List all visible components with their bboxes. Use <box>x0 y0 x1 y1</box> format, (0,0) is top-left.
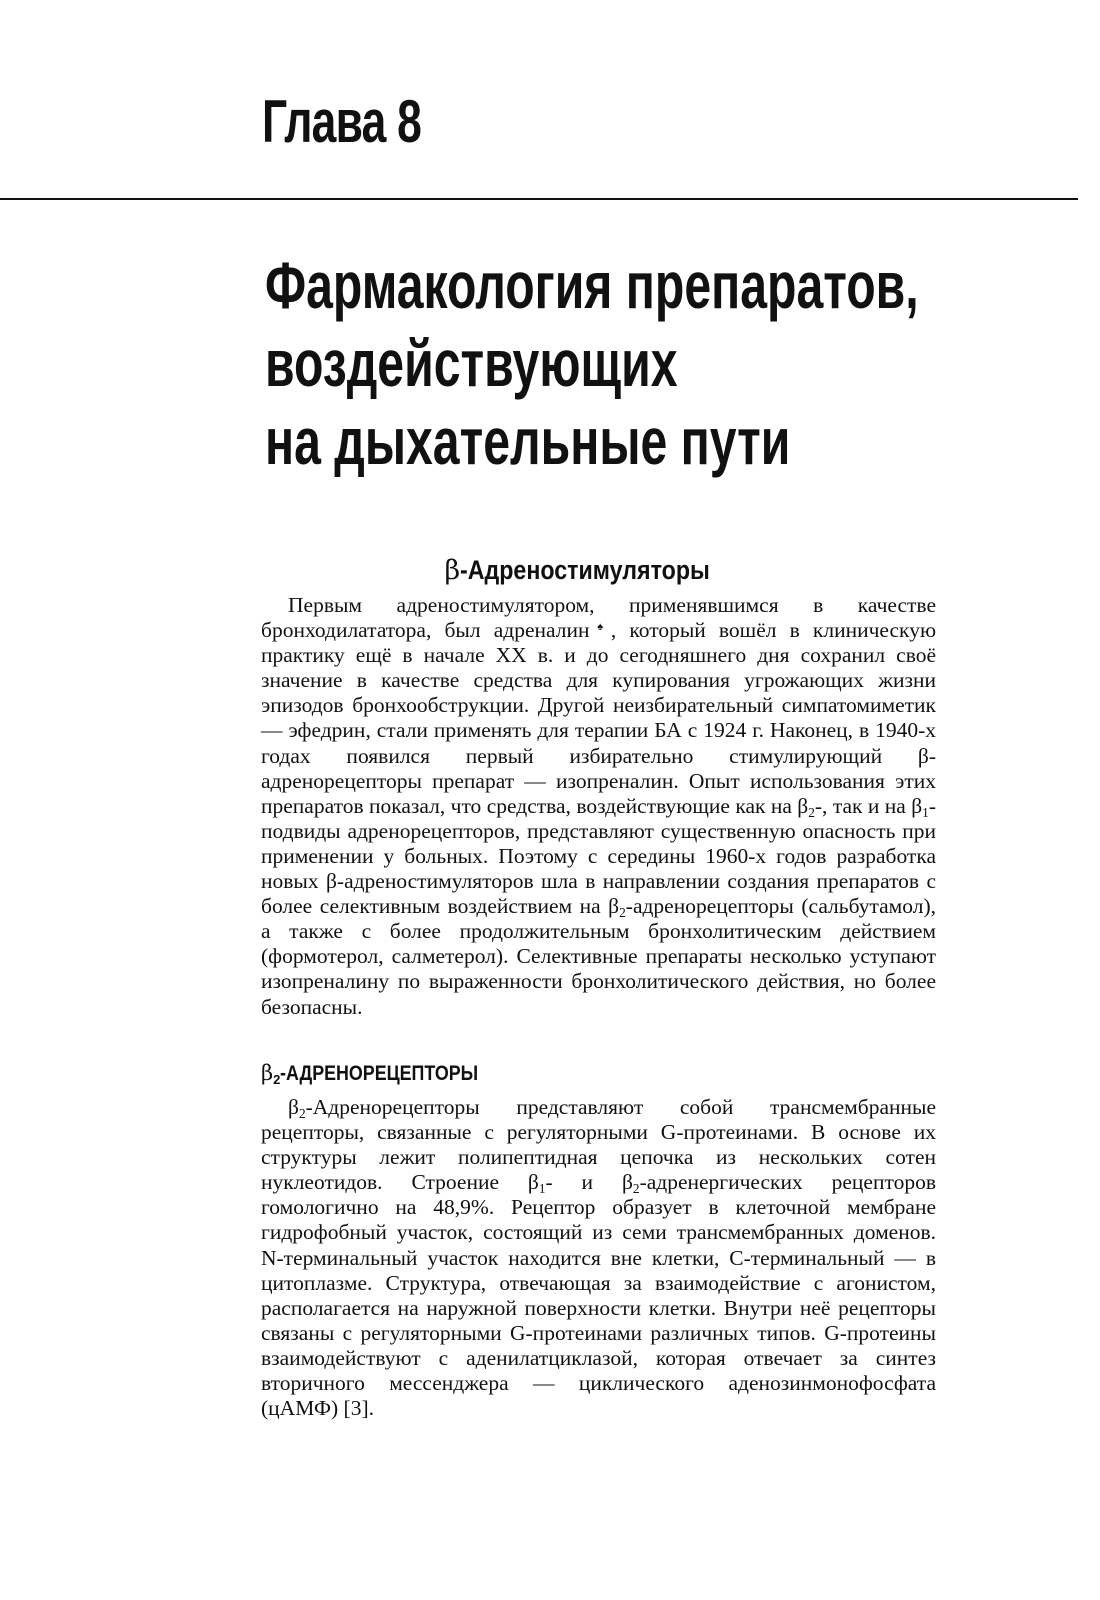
paragraph-1-text-4: -подвиды адренорецепторов, представляют существенную опасность при применении у больных. Поэтому с середины 1960-х годов разработка новых β-адреностимуляторов шла в направлении создания препаратов с более селективным воздействием на β <box>261 793 936 919</box>
paragraph-1-text-3: -, так и на β <box>814 793 923 818</box>
subsection-heading-text: -АДРЕНОРЕЦЕПТОРЫ <box>280 1062 479 1085</box>
chapter-title <box>265 246 919 480</box>
chapter-label: Глава 8 <box>262 88 422 155</box>
paragraph-2-subscript-3: 2 <box>632 1181 640 1197</box>
subsection-heading-subscript: 2 <box>273 1072 281 1087</box>
paragraph-1-subscript-1: 2 <box>808 804 815 820</box>
paragraph-2-text-2: -Адренорецепторы представляют собой трансмембранные рецепторы, связанные с регуляторными G-протеинами. В основе их структуры лежит полипептидная цепочка из нескольких сотен нуклеотидов. Строение β <box>261 1095 936 1195</box>
chapter-title-line-1: Фармакология препаратов, <box>265 248 919 322</box>
paragraph-1-subscript-2: 1 <box>922 804 929 820</box>
paragraph-2-subscript-1: 2 <box>298 1106 306 1121</box>
paragraph-1-subscript-3: 2 <box>619 905 626 921</box>
chapter-divider <box>0 198 1078 200</box>
subsection-heading <box>261 1059 513 1088</box>
section-heading <box>260 553 935 588</box>
paragraph-beta2-receptors <box>261 1095 936 1421</box>
paragraph-1-text-5: -адренорецепторы (сальбутамол), а также с более продолжительным бронхолитическим действием (формотерол, салметерол). Селективные препараты несколько уступают изопреналину по выраженности бронхолитического действия, но более безопасны. <box>261 894 936 1019</box>
paragraph-2-text-3: - и β <box>545 1170 633 1195</box>
paragraph-adrenostimulators <box>261 593 936 1020</box>
section-heading-text: -Адреностимуляторы <box>460 555 710 585</box>
paragraph-1-text-1: Первым адреностимулятором, применявшимся в качестве бронходилататора, был адреналин <box>261 593 936 643</box>
section-heading-symbol: β <box>444 555 461 586</box>
paragraph-2-text-4: -адренергических рецепторов гомологично на 48,9%. Рецептор образует в клеточной мембране гидрофобный участок, состоящий из семи трансмембранных доменов. N-терминальный участок находится вне клетки, С-терминальный — в цитоплазме. Структура, отвечающая за взаимодействие с агонистом, располагается на наружной поверхности клетки. Внутри неё рецепторы связаны с регуляторными G-протеинами различных типов. G-протеины взаимодействуют с аденилатциклазой, которая отвечает за синтез вторичного мессенджера — циклического аденозинмонофосфата (цАМФ) [3]. <box>261 1170 936 1421</box>
paragraph-2-subscript-2: 1 <box>538 1181 546 1197</box>
chapter-title-line-3: на дыхательные пути <box>265 404 791 478</box>
drug-marker-icon: ♠ <box>589 621 611 634</box>
paragraph-1-text-2: , который вошёл в клиническую практику ещё в начале XX в. и до сегодняшнего дня сохранил своё значение в качестве средства для купирования угрожающих жизни эпизодов бронхообструкции. Другой неизбирательный симпатомиметик — эфедрин, стали применять для терапии БА с 1924 г. Наконец, в 1940-х годах появился первый избирательно стимулирующий β-адренорецепторы препарат — изопреналин. Опыт использования этих препаратов показал, что средства, воздействующие как на β <box>261 618 937 818</box>
paragraph-2-text-1: β <box>288 1095 299 1119</box>
chapter-title-line-2: воздействующих <box>265 326 678 400</box>
subsection-heading-symbol: β <box>261 1061 274 1085</box>
